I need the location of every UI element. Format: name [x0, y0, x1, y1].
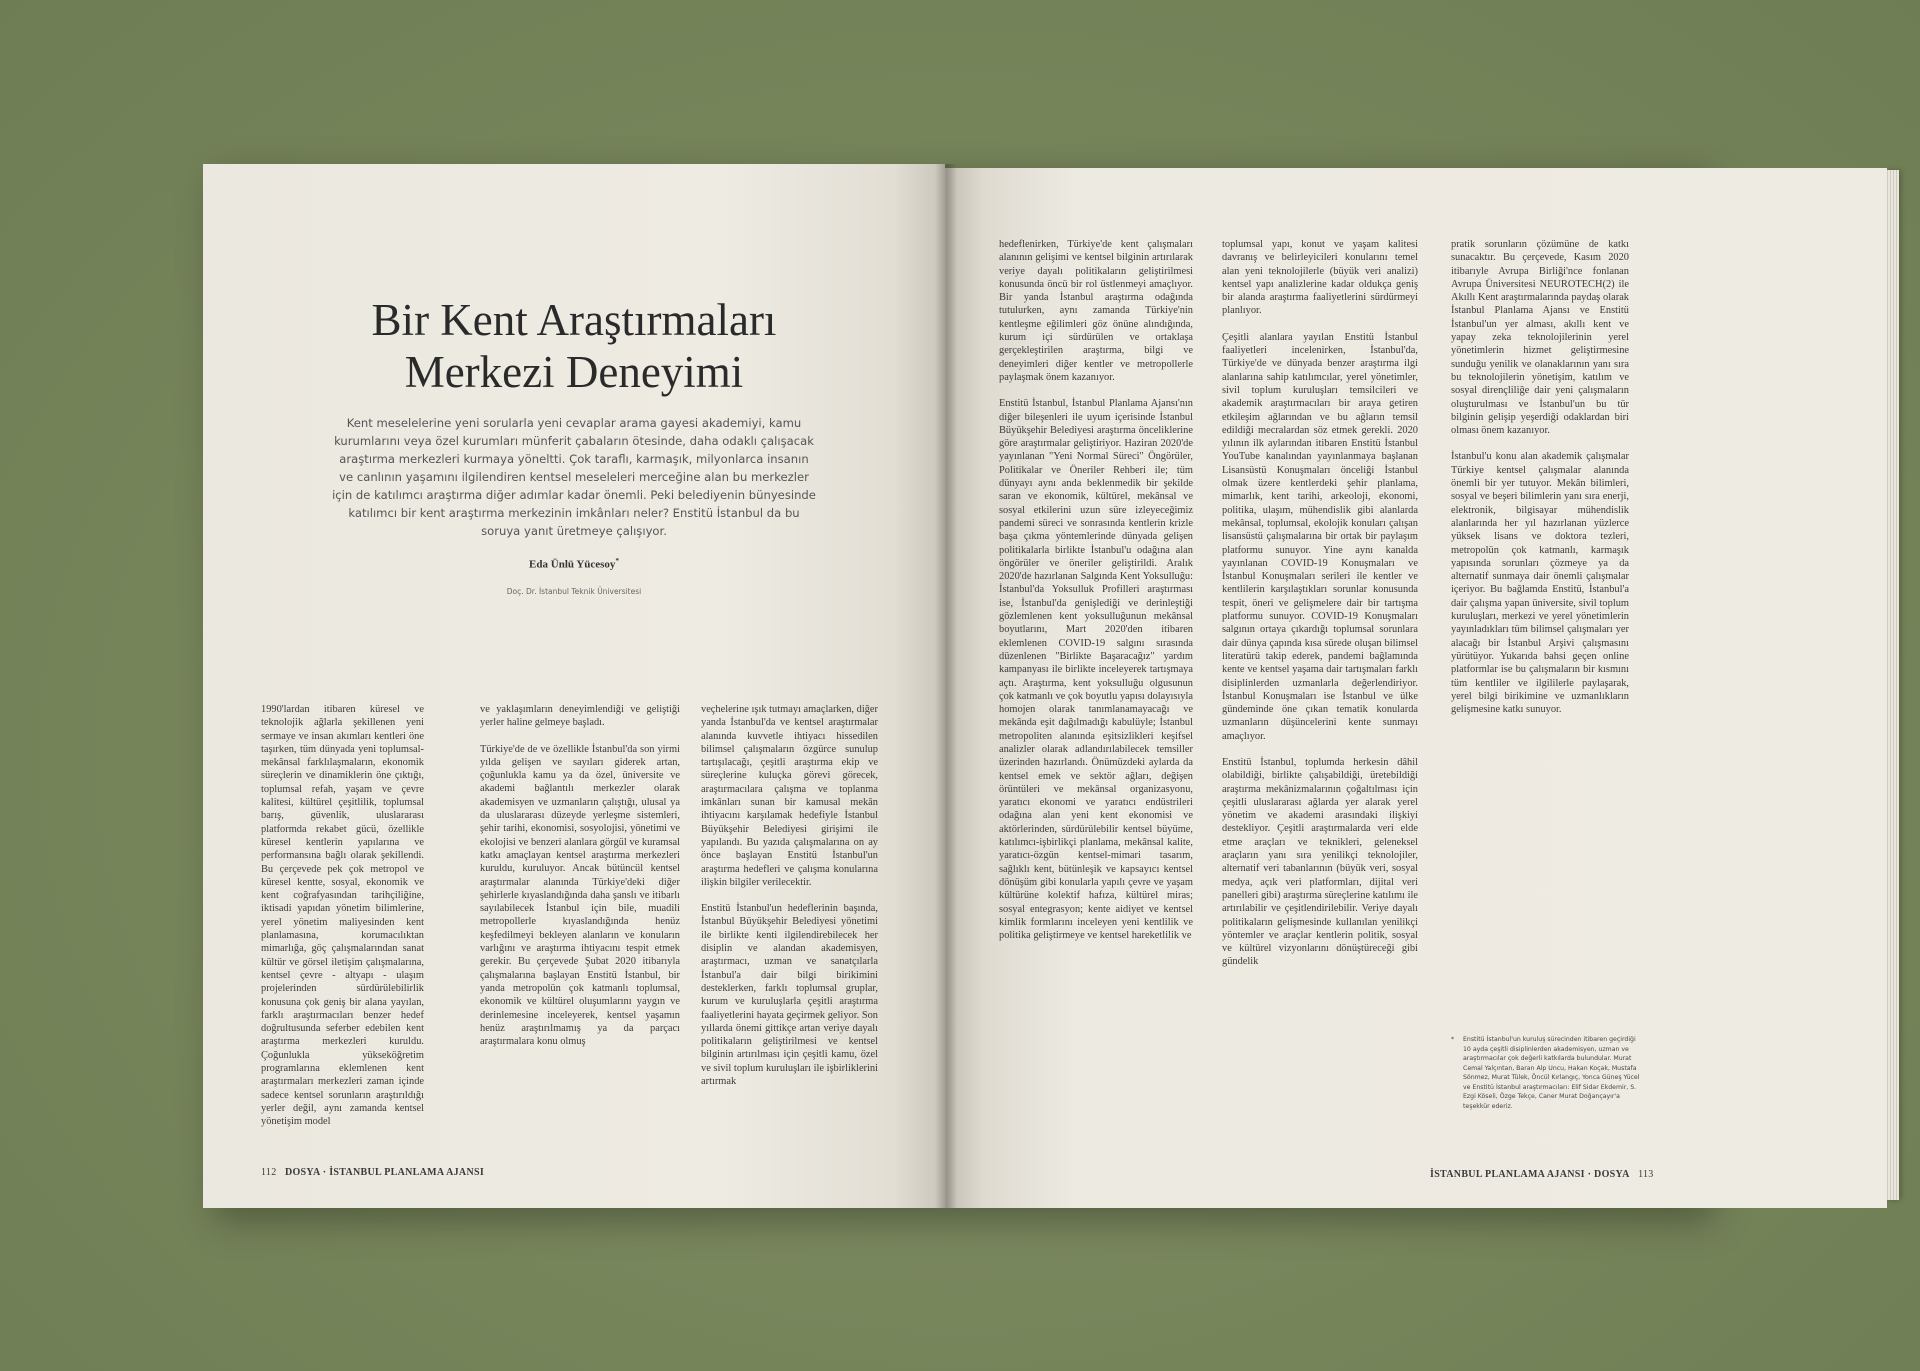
paragraph: toplumsal yapı, konut ve yaşam kalitesi davranış ve belirleyicileri konularını temel alan yeni teknolojilerle (büyük veri analizi) kentsel yapı analizlerine kadar oldukça geniş bir alanda araştırma faaliyetlerini sürdürmeyi planlıyor. [1222, 239, 1418, 317]
paragraph: hedeflenirken, Türkiye'de kent çalışmaları alanının gelişimi ve kentsel bilginin artırılarak veriye dayalı politikaların geliştirilmesi konusunda öncü bir rol üstlenmeyi amaçlıyor. Bir yanda İstanbul araştırma odağında tutulurken, aynı zamanda Türkiye'nin kentleşme eğilimleri göz önüne alındığında, kurum içi sürdürülen ve ortaklaşa gerçekleştirilen araştırma, bilgi ve deneyimleri diğer kentler ve metropollerle paylaşmak önem kazanıyor. [999, 239, 1193, 383]
paragraph: Enstitü İstanbul, İstanbul Planlama Ajansı'nın diğer bileşenleri ile uyum içerisinde İstanbul Büyükşehir Belediyesi araştırma önceliklerine göre araştırmalar geliştiriyor. Haziran 2020'de yayınlanan "Yeni Normal Süreci" Öngörüler, Politikalar ve Öneriler Rehberi ile; tüm dünyayı aynı anda beklenmedik bir şekilde saran ve ekonomik, kültürel, mekânsal ve sosyal etkilerini uzun süre izleyeceğimiz pandemi süreci ve sonrasında kentlerin krizle başa çıkma yöntemlerinde dünyada gelişen politikalarla birlikte İstanbul'u odağına alan öngörüler ve öneriler geliştirildi. Aralık 2020'de hazırlanan Salgında Kent Yoksulluğu: İstanbul'da Yoksulluk Profilleri araştırması ise, İstanbul'da genişlediği ve derinleştiği gözlemlenen kent yoksulluğunun mekânsal boyutlarını, Mart 2020'den itibaren eklemlenen COVID-19 salgını sırasında düzenlenen "Birlikte Başaracağız" yardım kampanyası ile birlikte inceleyerek tartışmaya açtı. Araştırma, kent yoksulluğu olgusunun çok katmanlı ve çok boyutlu yapısı dolayısıyla homojen olarak tanımlanamayacağı ve mekânda eşit dağılmadığı kabulüyle; İstanbul metropoliten alanında eşitsizlikleri keşifsel analizler olarak adlandırılabilecek temsiller üzerinden hazırlandı. Önümüzdeki aylarda da kentsel emek ve sektör ağları, değişen örüntüleri ve mekânsal organizasyonu, yaratıcı ekonomi ve yaratıcı endüstrileri odağına alan yeni kent ekonomisi ve aktörlerinden, sürdürülebilir kentsel büyüme, katılımcı-işbirlikçi planlama, mekânsal kalite, yaratıcı-özgün kentsel-mimari tasarım, sağlıklı kent, bütünleşik ve kapsayıcı kentsel dönüşüm gibi konularla yapılı çevre ve yaşam kültürüne kolektif hafıza, kültürel miras; sosyal entegrasyon; kente aidiyet ve kentsel kimlik formlarını inceleyen yeni kentlilik ve politika geliştirmeye ve kentsel hareketlilik ve [999, 398, 1193, 942]
paragraph: Enstitü İstanbul, toplumda herkesin dâhil olabildiği, birlikte çalışabildiği, üretebildiği araştırma mekânizmalarının çoğaltılması için çeşitli uluslararası ağlarda yer alarak yerel yönetim ve akademi arasındaki ilişkiyi destekliyor. Çeşitli araştırmalarda veri elde etme araçları ve teknikleri, geleneksel araçların yanı sıra yenilikçi teknolojiler, alternatif veri tabanlarının (büyük veri, sosyal medya, açık veri platformları, dijital veri panelleri gibi) araştırma süreçlerine katılımı ile artırılabilir ve çeşitlendirilebilir. Veriye dayalı politikaların gelişmesinde kullanılan yenilikçi yöntemler ve araçlar kentlerin politik, sosyal ve kültürel vizyonlarını dönüştüreceği gibi gündelik [1222, 756, 1418, 968]
author-name: Eda Ünlü Yücesoy* [529, 557, 619, 571]
paragraph: Türkiye'de de ve özellikle İstanbul'da son yirmi yılda gelişen ve sayıları giderek artan, çoğunlukla kamu ya da özel, üniversite ve akademi bağlantılı merkezler olarak akademisyen ve uzmanların çalıştığı, ulusal ya da uluslararası düzeyde yerleşme sistemleri, şehir tarihi, ekonomisi, sosyolojisi, yönetimi ve ekolojisi ve benzeri alanlara görgül ve kuramsal katkı amaçlayan kentsel araştırma merkezleri kuruldu, kuruluyor. Ancak bütüncül kentsel araştırmalar alanında Türkiye'deki diğer şehirlerle kıyaslandığında daha şanslı ve itibarlı sayılabilecek İstanbul için bile, muadili metropollerle kıyaslandığında henüz keşfedilmeyi bekleyen alanların ve konuların varlığını ve araştırma ihtiyacını tespit etmek gerekir. Bu çerçevede Şubat 2020 itibarıyla çalışmalarına başlayan Enstitü İstanbul, bir yanda metropolün çok katmanlı toplumsal, ekonomik ve kültürel oluşumlarını yaygın ve derinlemesine inceleyerek, kentsel yaşamın henüz araştırılmamış ya da parçacı araştırmalara konu olmuş [480, 743, 680, 1048]
page-edge-stack [1885, 170, 1899, 1200]
folio-section: İSTANBUL PLANLAMA AJANSI · DOSYA [1430, 1169, 1630, 1180]
folio-section: DOSYA · İSTANBUL PLANLAMA AJANSI [284, 1167, 485, 1178]
body-column-4 [999, 238, 1193, 942]
body-column-2 [480, 703, 680, 1048]
paragraph: 1990'lardan itibaren küresel ve teknolojik ağlarla şekillenen yeni sermaye ve insan akımları kentleri öne taşırken, tüm dünyada yeni toplumsal-mekânsal farklılaşmaların, ekonomik süreçlerin ve dinamiklerin öne çıktığı, toplumsal refah, yaşam ve çevre kalitesi, kültürel çeşitlilik, toplumsal barış, güvenlik, uluslararası platformda rekabet gücü, özellikle küresel kentlerin yapılarına ve performansına bağlı olarak şekillendi. Bu çerçevede pek çok metropol ve küresel kentte, sosyal, ekonomik ve kent coğrafyasından tarihçiliğine, iktisadi yapıdan yönetim bilimlerine, yerel yönetim maliyesinden kent planlamasına, korumacılıktan mimarlığa, göç çalışmalarından sanat kültür ve görsel iletişim çalışmalarına, kentsel çevre - altyapı - ulaşım projelerinden sürdürülebilirlik konusuna çok geniş bir alana yayılan, farklı araştırmacıları benzer hedef doğrultusunda seferber edebilen kent araştırma merkezleri kuruldu. Çoğunlukla yükseköğretim programlarına eklemlenen kent araştırmaları merkezleri zaman içinde sadece kentsel sorunların araştırıldığı yerler değil, aynı zamanda kentsel yönetişim model [261, 704, 424, 1128]
body-column-1 [261, 703, 424, 1129]
footnote-text: Enstitü İstanbul'un kuruluş sürecinden itibaren geçirdiği 10 ayda çeşitli disiplinlerden akademisyen, uzman ve araştırmacılar çok değerli katkılarda bulundular. Murat Cemal Yalçıntan, Baran Alp Uncu, Hakan Koçak, Mustafa Sönmez, Murat Tülek, Öncül Kırlangıç, Yonca Güneş Yücel ve Enstitü İstanbul araştırmacıları: Elif Sidar Ekdemir, S. Ezgi Köseli, Özge Tekçe, Caner Murat Doğançayır'a teşekkür ederiz. [1463, 1036, 1640, 1110]
title-line-2: Merkezi Deneyimi [404, 347, 744, 397]
page-number: 113 [1638, 1169, 1654, 1180]
paragraph: İstanbul'u konu alan akademik çalışmalar Türkiye kentsel çalışmalar alanında önemli bir yer tutuyor. Mekân bilimleri, sosyal ve beşeri bilimlerin yanı sıra enerji, elektronik, bilgisayar mühendislik alanlarında her yıl hazırlanan yüzlerce yüksek lisans ve doktora tezleri, metropolün çok katmanlı, karmaşık yapısında sorunları çözmeye ya da alternatif sunmaya dair önemli çalışmalar içeriyor. Bu bağlamda Enstitü, İstanbul'a dair çalışma yapan üniversite, sivil toplum kuruluşları, merkezi ve yerel yönetimlerin yayınladıkları tüm bilimsel çalışmaları yer alacağı bir İstanbul Arşivi çalışmasını yürütüyor. Yukarıda bahsi geçen online platformlar ise bu çalışmaların bir kısmını tüm kentliler ve ilgililerle paylaşarak, yerel bilgi birikimine ve uzmanlıkların gelişmesine katkı sunuyor. [1451, 451, 1629, 716]
left-page [203, 164, 945, 1208]
paragraph: veçhelerine ışık tutmayı amaçlarken, diğer yanda İstanbul'da ve kentsel araştırmalar alanında kuvvetle ihtiyacı hissedilen bilimsel çalışmaların özgürce sunulup tartışılacağı, çeşitli araştırma ekip ve süreçlerine kuluçka görevi görecek, araştırmacılara çalışma ve toplanma imkânları sunan bir kamusal mekân ihtiyacını karşılamak hedefiyle İstanbul Büyükşehir Belediyesi girişimi ile yapılandı. Bu yazıda çalışmalarına on ay önce başlayan Enstitü İstanbul'un araştırma hedefleri ve çalışma konularına ilişkin bilgiler verilecektir. [701, 704, 878, 888]
paragraph: Enstitü İstanbul'un hedeflerinin başında, İstanbul Büyükşehir Belediyesi yönetimi ile birlikte kenti ilgilendirebilecek her disiplin ve alandan akademisyen, araştırmacı, uzman ve sanatçılarla İstanbul'a dair bilgi birikimini desteklerken, farklı toplumsal gruplar, kurum ve kuruluşlarla çeşitli araştırma faaliyetlerini hayata geçirmek geliyor. Son yıllarda önemi gittikçe artan veriye dayalı politikaların geliştirilmesi ve kentsel bilginin artırılması için çeşitli kamu, özel ve sivil toplum kuruluşları ile işbirliklerini artırmak [701, 903, 878, 1088]
body-column-5 [1222, 238, 1418, 969]
page-number: 112 [261, 1167, 277, 1178]
footnote [1451, 1035, 1640, 1111]
paragraph: ve yaklaşımların deneyimlendiği ve geliştiği yerler haline gelmeye başladı. [480, 704, 680, 729]
lead-paragraph: Kent meselelerine yeni sorularla yeni cevaplar arama gayesi akademiyi, kamu kurumlarını veya özel kurumları münferit çabaların ötesinde, daha odaklı çalışacak araştırma merkezleri kurmaya yöneltti. Çok taraflı, karmaşık, milyonlarca insanın ve canlının yaşamını ilgilendiren kentsel meseleleri merceğine alan bu merkezler için de katılımcı araştırma diğer adımlar kadar önemli. Peki belediyenin bünyesinde katılımcı bir kent araştırma merkezinin imkânları neler? Enstitü İstanbul da bu soruya yanıt üretmeye çalışıyor. [332, 416, 816, 538]
article-title [203, 294, 945, 398]
paragraph: pratik sorunların çözümüne de katkı sunacaktır. Bu çerçevede, Kasım 2020 itibarıyle Avrupa Birliği'nce fonlanan Avrupa Üniversitesi NEUROTECH(2) ile Akıllı Kent araştırmalarında paydaş olarak İstanbul Planlama Ajansı ve Enstitü İstanbul'un yer alması, akıllı kent ve yapay zeka teknolojilerinin yerel yönetimlerin hizmet geliştirmesine sunduğu yenilik ve olanaklarının yanı sıra bu teknolojilerin yönetişim, katılım ve sosyal dirençliliğe dair yeni çalışmaların oluşturulması ve İstanbul'un bu tür bilginin gelişip yeşerdiği odaklardan biri olması önem kazanıyor. [1451, 239, 1629, 437]
footnote-mark: * [1451, 1036, 1455, 1043]
left-folio [261, 1167, 484, 1178]
body-column-6 [1451, 238, 1629, 716]
right-page [945, 168, 1887, 1208]
title-line-1: Bir Kent Araştırmaları [371, 295, 777, 345]
paragraph: Çeşitli alanlara yayılan Enstitü İstanbul faaliyetleri incelenirken, İstanbul'da, Türkiye'de ve dünyada benzer araştırma ilgi alanlarına sahip katılımcılar, yerel yönetimler, sivil toplum kuruluşları temsilcileri ve akademik araştırmacıları bir araya getiren etkileşim ağlarından ve bu ağların temsil edildiği mecralardan söz etmek gerekli. 2020 yılının ilk aylarından itibaren Enstitü İstanbul YouTube kanalından yayınlanmaya başlanan Lisansüstü Konuşmaları önceliği İstanbul olmak üzere kentlerdeki şehir planlama, mimarlık, kent tarihi, arkeoloji, ekonomi, politika, ulaşım, mühendislik gibi alanlarda mekânsal, toplumsal, ekolojik konuları çalışan lisansüstü çalışmalarına bir ortak bir paylaşım platformu sunuyor. Yine aynı kanalda yayınlanan COVID-19 Konuşmaları ve İstanbul Konuşmaları serileri ile kentler ve kentlilerin karşılaştıkları sorunlar konusunda tespit, öneri ve gelişmelere dair bir tartışma platformu sunuyor. COVID-19 Konuşmaları salgının ortaya çıkardığı toplumsal sorunlara dair dünya çapında kısa sürede oluşan bilimsel literatürü takip ederek, pandemi bağlamında kente ve kentsel yaşama dair tartışmaları farklı disiplinlerden uzmanlarla değerlendiriyor. İstanbul Konuşmaları ise İstanbul ve ülke gündeminde öne çıkan tematik konularda uzmanların düşüncelerini kente sunmayı amaçlıyor. [1222, 331, 1418, 742]
author-footnote-mark: * [615, 557, 619, 565]
right-folio [1430, 1169, 1654, 1180]
author-affiliation: Doç. Dr. İstanbul Teknik Üniversitesi [506, 587, 642, 596]
body-column-3 [701, 703, 878, 1088]
spine-gutter [935, 164, 957, 1208]
